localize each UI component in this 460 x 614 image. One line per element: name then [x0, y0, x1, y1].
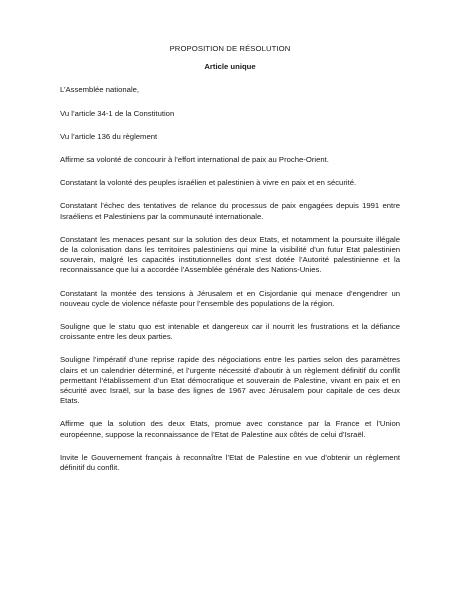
document-title: PROPOSITION DE RÉSOLUTION	[169, 44, 291, 53]
paragraph-constatant-echec: Constatant l’échec des tentatives de relance du processus de paix engagées depuis 1991 entre Israéliens et Palestiniens par la communauté internationale.	[60, 201, 400, 221]
article-heading: Article unique	[204, 62, 256, 72]
paragraph-invite-gouvernement: Invite le Gouvernement français à reconnaître l’Etat de Palestine en vue d’obtenir un règlement définitif du conflit.	[60, 452, 400, 473]
paragraph-constatant-tensions: Constatant la montée des tensions à Jérusalem et en Cisjordanie qui menace d’engendrer un nouveau cycle de violence néfaste pour l’ensemble des populations de la région.	[60, 288, 400, 308]
paragraph-souligne-statu-quo: Souligne que le statu quo est intenable et dangereux car il nourrit les frustrations et la défiance croissante entre les deux parties.	[60, 322, 400, 342]
paragraph-vu-reglement: Vu l’article 136 du règlement	[60, 131, 158, 141]
paragraph-affirme-deux-etats: Affirme que la solution des deux Etats, promue avec constance par la France et l’Union européenne, suppose la reconnaissance de l’Etat de Palestine aux côtés de celui d’Israël.	[60, 419, 400, 439]
paragraph-constatant-volonte: Constatant la volonté des peuples israélien et palestinien à vivre en paix et en sécurité.	[60, 178, 357, 188]
paragraph-assemblee: L’Assemblée nationale,	[60, 85, 140, 95]
paragraph-vu-constitution: Vu l’article 34-1 de la Constitution	[60, 108, 175, 118]
paragraph-affirme-paix: Affirme sa volonté de concourir à l’effort international de paix au Proche-Orient.	[60, 155, 329, 165]
document-body	[60, 44, 400, 473]
paragraph-constatant-menaces: Constatant les menaces pesant sur la solution des deux Etats, et notamment la poursuite illégale de la colonisation dans les territoires palestiniens qui mine la visibilité d’un futur Etat palestinien souverain, malgré les capacités institutionnelles dont s’est dotée l’Autorité palestinienne et la reconnaissance que lui a accordée l’Assemblée générale des Nations-Unies.	[60, 234, 400, 275]
paragraph-souligne-negociations: Souligne l’impératif d’une reprise rapide des négociations entre les parties selon des paramètres clairs et un calendrier déterminé, et l’urgente nécessité d’aboutir à un règlement définitif du conflit permettant l’établissement d’un Etat démocratique et souverain de Palestine, vivant en paix et en sécurité avec Israël, sur la base des lignes de 1967 avec Jérusalem pour capitale de ces deux Etats.	[60, 355, 400, 406]
